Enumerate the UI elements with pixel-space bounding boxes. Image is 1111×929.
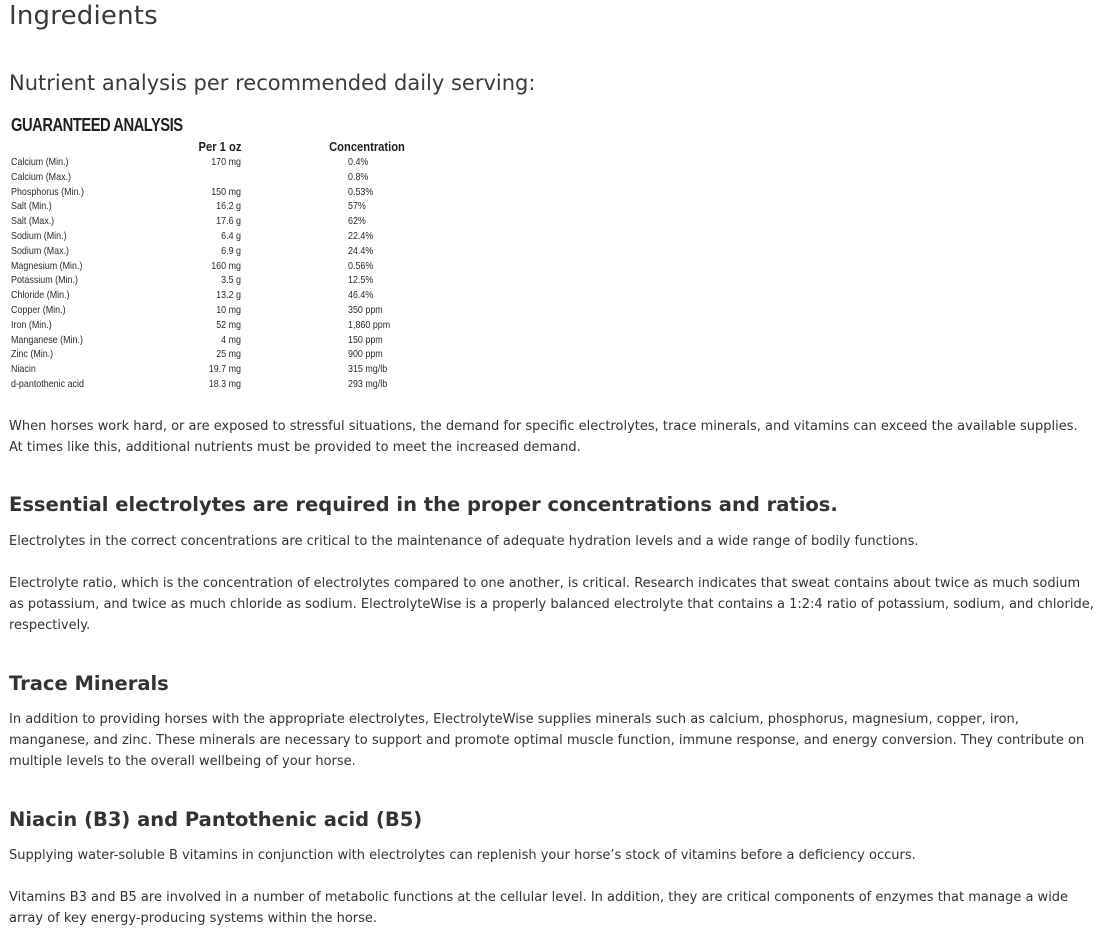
nutrient-name: Potassium (Min.) <box>11 274 78 287</box>
table-row <box>11 199 431 214</box>
concentration-value: 22.4% <box>348 229 374 242</box>
nutrient-name: Chloride (Min.) <box>11 289 70 302</box>
analysis-title: GUARANTEED ANALYSIS <box>11 115 183 135</box>
per-oz-value: 3.5 g <box>221 274 241 287</box>
table-row <box>11 362 431 377</box>
guaranteed-analysis-table <box>11 115 431 395</box>
concentration-value: 12.5% <box>348 274 374 287</box>
per-oz-value: 6.9 g <box>221 244 241 257</box>
niacin-heading: Niacin (B3) and Pantothenic acid (B5) <box>9 808 423 831</box>
per-oz-value: 25 mg <box>216 348 241 361</box>
table-row <box>11 155 431 170</box>
table-row <box>11 347 431 362</box>
nutrient-analysis-heading: Nutrient analysis per recommended daily serving: <box>9 71 536 95</box>
table-row <box>11 303 431 318</box>
table-row <box>11 288 431 303</box>
nutrient-name: Copper (Min.) <box>11 303 66 316</box>
concentration-value: 24.4% <box>348 244 374 257</box>
concentration-value: 150 ppm <box>348 333 383 346</box>
per-oz-value: 13.2 g <box>216 289 241 302</box>
column-header-concentration: Concentration <box>329 139 405 154</box>
nutrient-name: Iron (Min.) <box>11 318 52 331</box>
per-oz-value: 52 mg <box>216 318 241 331</box>
table-row <box>11 244 431 259</box>
analysis-rows <box>11 155 431 392</box>
electrolytes-heading: Essential electrolytes are required in the proper concentrations and ratios. <box>9 493 838 516</box>
per-oz-value: 18.3 mg <box>208 377 241 390</box>
concentration-value: 57% <box>348 200 366 213</box>
per-oz-value: 4 mg <box>221 333 241 346</box>
concentration-value: 293 mg/lb <box>348 377 388 390</box>
column-header-per-oz: Per 1 oz <box>198 139 242 154</box>
per-oz-value: 150 mg <box>211 185 241 198</box>
concentration-value: 0.8% <box>348 170 369 183</box>
nutrient-name: Calcium (Max.) <box>11 170 72 183</box>
concentration-value: 0.53% <box>348 185 374 198</box>
nutrient-name: d-pantothenic acid <box>11 377 84 390</box>
table-row <box>11 318 431 333</box>
table-row <box>11 185 431 200</box>
electrolytes-paragraph-2: Electrolyte ratio, which is the concentration of electrolytes compared to one another, is critical. Research indicates that sweat contains about twice as much sodium as potassium, and twice as much chloride as sodium. ElectrolyteWise is a properly balanced electrolyte that contains a 1:2:4 ratio of potassium, sodium, and chloride, respectively. <box>9 576 1094 633</box>
nutrient-name: Salt (Max.) <box>11 215 55 228</box>
table-row <box>11 214 431 229</box>
nutrient-name: Sodium (Max.) <box>11 244 70 257</box>
concentration-value: 0.4% <box>348 156 369 168</box>
table-row <box>11 229 431 244</box>
per-oz-value: 160 mg <box>211 259 241 272</box>
per-oz-value: 6.4 g <box>221 229 241 242</box>
nutrient-name: Manganese (Min.) <box>11 333 83 346</box>
niacin-paragraph-1: Supplying water-soluble B vitamins in conjunction with electrolytes can replenish your horse’s stock of vitamins before a deficiency occurs. <box>9 848 916 863</box>
per-oz-value: 170 mg <box>211 156 241 168</box>
niacin-paragraph-2: Vitamins B3 and B5 are involved in a number of metabolic functions at the cellular level. In addition, they are critical components of enzymes that manage a wide array of key energy-producing systems within the horse. <box>9 890 1069 926</box>
table-row <box>11 170 431 185</box>
concentration-value: 900 ppm <box>348 348 383 361</box>
concentration-value: 62% <box>348 215 366 228</box>
trace-minerals-heading: Trace Minerals <box>9 672 169 695</box>
nutrient-name: Zinc (Min.) <box>11 348 54 361</box>
table-row <box>11 377 431 392</box>
page-title: Ingredients <box>9 1 158 31</box>
per-oz-value: 19.7 mg <box>208 363 241 376</box>
nutrient-name: Salt (Min.) <box>11 200 52 213</box>
table-row <box>11 259 431 274</box>
electrolytes-paragraph-1: Electrolytes in the correct concentrations are critical to the maintenance of adequate hydration levels and a wide range of bodily functions. <box>9 534 919 549</box>
concentration-value: 350 ppm <box>348 303 383 316</box>
per-oz-value: 16.2 g <box>216 200 241 213</box>
concentration-value: 0.56% <box>348 259 374 272</box>
trace-minerals-paragraph: In addition to providing horses with the appropriate electrolytes, ElectrolyteWise supplies minerals such as calcium, phosphorus, magnesium, copper, iron, manganese, and zinc. These minerals are necessary to support and promote optimal muscle function, immune response, and energy conversion. They contribute on multiple levels to the overall wellbeing of your horse. <box>9 712 1085 769</box>
nutrient-name: Niacin <box>11 363 36 376</box>
concentration-value: 46.4% <box>348 289 374 302</box>
per-oz-value: 10 mg <box>216 303 241 316</box>
concentration-value: 1,860 ppm <box>348 318 391 331</box>
intro-paragraph: When horses work hard, or are exposed to stressful situations, the demand for specific electrolytes, trace minerals, and vitamins can exceed the available supplies. At times like this, additional nutrients must be provided to meet the increased demand. <box>9 419 1078 455</box>
table-row <box>11 333 431 348</box>
concentration-value: 315 mg/lb <box>348 363 388 376</box>
per-oz-value: 17.6 g <box>216 215 241 228</box>
table-row <box>11 273 431 288</box>
nutrient-name: Phosphorus (Min.) <box>11 185 84 198</box>
nutrient-name: Sodium (Min.) <box>11 229 67 242</box>
nutrient-name: Calcium (Min.) <box>11 156 69 168</box>
nutrient-name: Magnesium (Min.) <box>11 259 83 272</box>
